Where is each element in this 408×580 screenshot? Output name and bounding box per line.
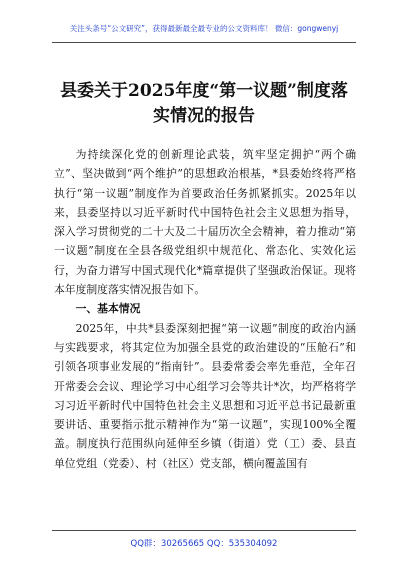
header-divider	[52, 42, 356, 43]
intro-paragraph: 为持续深化党的创新理论武装，筑牢坚定拥护“两个确立”、坚决做到“两个维护”的思想政治根基，*县委始终将严格执行“第一议题”制度作为首要政治任务抓紧抓实。2025年以来，县委坚持以习近平新时代中国特色社会主义思想为指导，深入学习贯彻党的二十大及二十届历次全会精神，着力推动“第一议题”制度在全县各级党组织中规范化、常态化、实效化运行，为奋力谱写中国式现代化*篇章提供了坚强政治保证。现将本年度制度落实情况报告如下。	[54, 148, 356, 297]
footer-divider	[52, 530, 356, 531]
document-title	[28, 79, 380, 129]
section-heading-basic-situation: 一、基本情况	[75, 302, 141, 316]
document-body	[54, 145, 356, 473]
header-promo-note: 关注头条号“公文研究”，获得最新最全最专业的公文资料库！ 微信：gongwenyj	[69, 24, 339, 33]
document-title-line-1: 县委关于2025年度“第一议题”制度落	[60, 81, 348, 101]
section-1-paragraph: 2025年，中共*县委深刻把握“第一议题”制度的政治内涵与实践要求，将其定位为加强全县党的政治建设的“压舱石”和引领各项事业发展的“指南针”。县委常委会率先垂范，全年召开常委会会议、理论学习中心组学习会等共计*次，均严格将学习习近平新时代中国特色社会主义思想和习近平总书记最新重要讲话、重要指示批示精神作为“第一议题”，实现100%全覆盖。制度执行范围纵向延伸至乡镇（街道）党（工）委、县直单位党组（党委）、村（社区）党支部，横向覆盖国有	[54, 321, 356, 470]
document-title-line-2: 实情况的报告	[153, 106, 255, 126]
footer-contact-note: QQ群：30265665 QQ：535304092	[130, 539, 278, 549]
